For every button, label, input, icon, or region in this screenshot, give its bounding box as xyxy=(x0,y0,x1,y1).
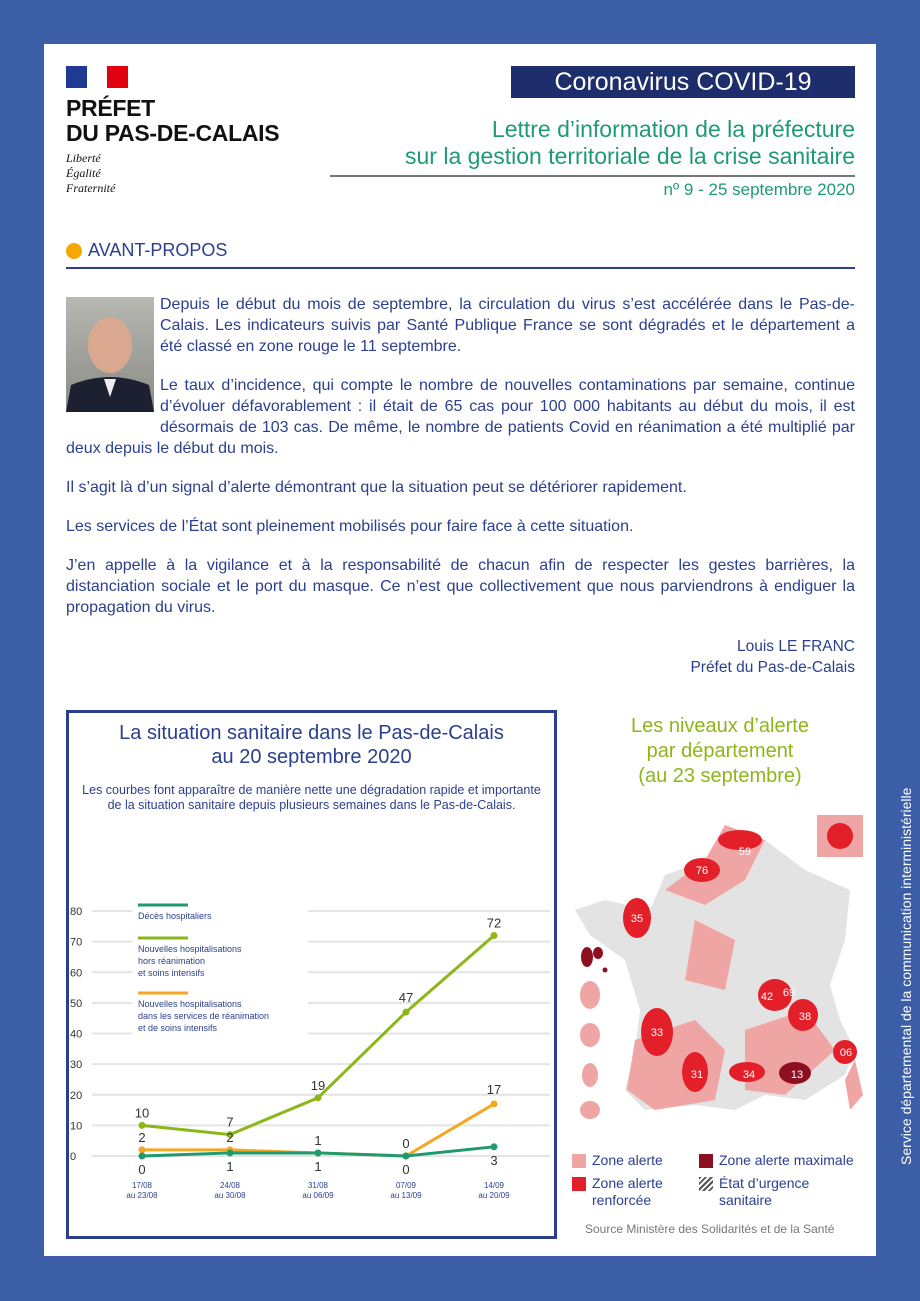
x-tick-label: au 23/08 xyxy=(126,1191,158,1200)
y-tick-label: 80 xyxy=(70,906,83,918)
prefet-line2: DU PAS-DE-CALAIS xyxy=(66,120,280,146)
data-label: 0 xyxy=(138,1162,146,1177)
bullet-dot-icon xyxy=(66,243,82,259)
legend-zone-maximale xyxy=(699,1152,854,1169)
paragraph-2: Le taux d’incidence, qui compte le nombre de nouvelles contaminations par semaine, continue d’évoluer défavorablement : il était de 65 cas pour 100 000 habitants au début du mois, il est désormais de 103 cas. De même, le nombre de patients Covid en réanimation a été multiplié par deux depuis le début du mois. xyxy=(66,377,855,457)
x-tick-label: au 06/09 xyxy=(302,1191,334,1200)
legend-label: Zone alerte xyxy=(592,1152,663,1168)
data-point xyxy=(315,1149,322,1156)
data-point xyxy=(139,1153,146,1160)
swatch-icon xyxy=(699,1154,713,1168)
data-label: 1 xyxy=(314,1158,322,1174)
x-tick-label: 24/08 xyxy=(219,1181,241,1190)
line-chart xyxy=(66,710,557,1239)
x-tick-label: 31/08 xyxy=(307,1181,329,1190)
section-divider xyxy=(66,267,855,269)
legend-label: hors réanimation xyxy=(138,956,206,966)
department-label: 31 xyxy=(690,1069,704,1081)
map-title xyxy=(575,714,865,789)
legend-zone-alerte xyxy=(572,1152,663,1169)
paragraph-1: Depuis le début du mois de septembre, la circulation du virus s’est accélérée dans le Pas-de-Calais. Les indicateurs suivis par Santé Publique France se sont dégradés et le département a été classé en zone rouge le 11 septembre. xyxy=(160,296,855,355)
devise-egalite: Égalité xyxy=(66,166,101,180)
department-label: 13 xyxy=(790,1069,804,1081)
prefet-title xyxy=(66,96,279,146)
map-title-line3: (au 23 septembre) xyxy=(638,765,802,787)
y-tick-label: 70 xyxy=(70,936,83,949)
title-line1: Lettre d’information de la préfecture xyxy=(491,116,855,142)
map-source: Source Ministère des Solidarités et de la Santé xyxy=(585,1222,835,1236)
y-tick-label: 10 xyxy=(70,1120,83,1133)
map-title-line2: par département xyxy=(646,740,794,762)
department-label: 42 xyxy=(760,991,774,1003)
legend-label: Nouvelles hospitalisations xyxy=(138,944,242,954)
side-credit: Service départemental de la communication interministérielle xyxy=(898,787,914,1165)
marianne-logo xyxy=(66,66,128,88)
data-label: 1 xyxy=(314,1132,322,1148)
legend-label: Nouvelles hospitalisations xyxy=(138,999,242,1009)
department-label: 38 xyxy=(798,1011,812,1023)
data-point xyxy=(403,1153,410,1160)
y-tick-label: 60 xyxy=(70,967,83,980)
signature-name: Louis LE FRANC xyxy=(736,638,855,655)
x-tick-label: au 20/09 xyxy=(478,1191,510,1200)
signature-role: Préfet du Pas-de-Calais xyxy=(690,659,855,676)
data-label: 10 xyxy=(134,1105,150,1121)
legend-label: État d’urgence sanitaire xyxy=(719,1175,810,1208)
x-tick-label: au 13/09 xyxy=(390,1191,422,1200)
data-label: 2 xyxy=(138,1129,146,1145)
data-point xyxy=(227,1149,234,1156)
covid-banner: Coronavirus COVID-19 xyxy=(511,66,855,98)
legend-etat-urgence xyxy=(699,1175,829,1209)
y-tick-label: 0 xyxy=(70,1151,77,1163)
prefet-line1: PRÉFET xyxy=(66,95,155,121)
department-label: 76 xyxy=(695,865,709,877)
y-tick-label: 30 xyxy=(70,1059,83,1072)
data-point xyxy=(403,1009,410,1016)
data-label: 19 xyxy=(310,1077,326,1093)
devise xyxy=(66,151,115,196)
x-tick-label: 14/09 xyxy=(483,1181,505,1190)
map-title-line1: Les niveaux d’alerte xyxy=(631,715,809,737)
legend-label: Décès hospitaliers xyxy=(138,911,212,921)
department-label: 35 xyxy=(630,913,644,925)
data-label: 0 xyxy=(402,1136,410,1151)
header-divider xyxy=(330,175,855,177)
x-tick-label: 07/09 xyxy=(395,1181,417,1190)
data-label: 3 xyxy=(490,1152,498,1168)
data-label: 72 xyxy=(486,915,502,931)
y-tick-label: 20 xyxy=(70,1089,83,1102)
y-tick-label: 40 xyxy=(70,1028,83,1041)
data-label: 0 xyxy=(402,1162,410,1177)
section-title: AVANT-PROPOS xyxy=(88,240,228,260)
legend-zone-renforcee xyxy=(572,1175,682,1209)
issue-number: nº 9 - 25 septembre 2020 xyxy=(663,180,855,199)
legend-label: Zone alerte renforcée xyxy=(592,1175,663,1208)
y-tick-label: 50 xyxy=(70,997,83,1010)
chart-title: La situation sanitaire dans le Pas-de-Calais au 20 septembre 2020 xyxy=(119,722,504,768)
swatch-icon xyxy=(572,1177,586,1191)
data-point xyxy=(491,1143,498,1150)
data-point xyxy=(315,1094,322,1101)
data-label: 7 xyxy=(226,1114,234,1130)
data-label: 47 xyxy=(398,990,414,1006)
data-point xyxy=(491,1100,498,1107)
data-label: 2 xyxy=(226,1129,234,1145)
devise-fraternite: Fraternité xyxy=(66,181,116,195)
department-label: 33 xyxy=(650,1027,664,1039)
data-point xyxy=(139,1146,146,1153)
paragraph-3: Il s’agit là d’un signal d’alerte démontrant que la situation peut se détériorer rapidement. xyxy=(66,479,687,496)
signature xyxy=(690,636,855,678)
legend-label: et de soins intensifs xyxy=(138,1023,218,1033)
chart-panel xyxy=(66,710,557,1239)
paris-inset-zone xyxy=(827,823,853,849)
section-heading xyxy=(66,240,227,261)
newsletter-title xyxy=(405,116,855,170)
x-tick-label: au 30/08 xyxy=(214,1191,246,1200)
department-label: 06 xyxy=(839,1047,853,1059)
prefect-portrait xyxy=(66,297,154,412)
department-label: 34 xyxy=(742,1069,756,1081)
data-label: 1 xyxy=(226,1158,234,1174)
chart-subtitle: Les courbes font apparaître de manière nette une dégradation rapide et importante de la situation sanitaire depuis plusieurs semaines dans le Pas-de-Calais. xyxy=(82,783,541,812)
hatch-swatch-icon xyxy=(699,1177,713,1191)
legend-label: dans les services de réanimation xyxy=(138,1011,270,1021)
swatch-icon xyxy=(572,1154,586,1168)
devise-liberte: Liberté xyxy=(66,151,101,165)
foreword-text xyxy=(66,294,855,636)
paragraph-5: J’en appelle à la vigilance et à la responsabilité de chacun afin de respecter les gestes barrières, la distanciation sociale et le port du masque. Ce n’est que collectivement que nous parviendrons à endiguer la propagation du virus. xyxy=(66,557,855,616)
overseas-alerte xyxy=(580,981,600,1119)
france-alert-map xyxy=(565,810,875,1140)
x-tick-label: 17/08 xyxy=(131,1181,153,1190)
data-label: 17 xyxy=(486,1081,502,1097)
legend-label: Zone alerte maximale xyxy=(719,1152,854,1168)
data-point xyxy=(139,1122,146,1129)
data-point xyxy=(491,932,498,939)
department-label: 69 xyxy=(782,987,796,999)
legend-label: et soins intensifs xyxy=(138,968,205,978)
title-line2: sur la gestion territoriale de la crise sanitaire xyxy=(405,143,855,169)
department-label: 59 xyxy=(738,846,752,858)
paragraph-4: Les services de l’État sont pleinement mobilisés pour faire face à cette situation. xyxy=(66,518,634,535)
overseas-maximale xyxy=(581,947,608,973)
